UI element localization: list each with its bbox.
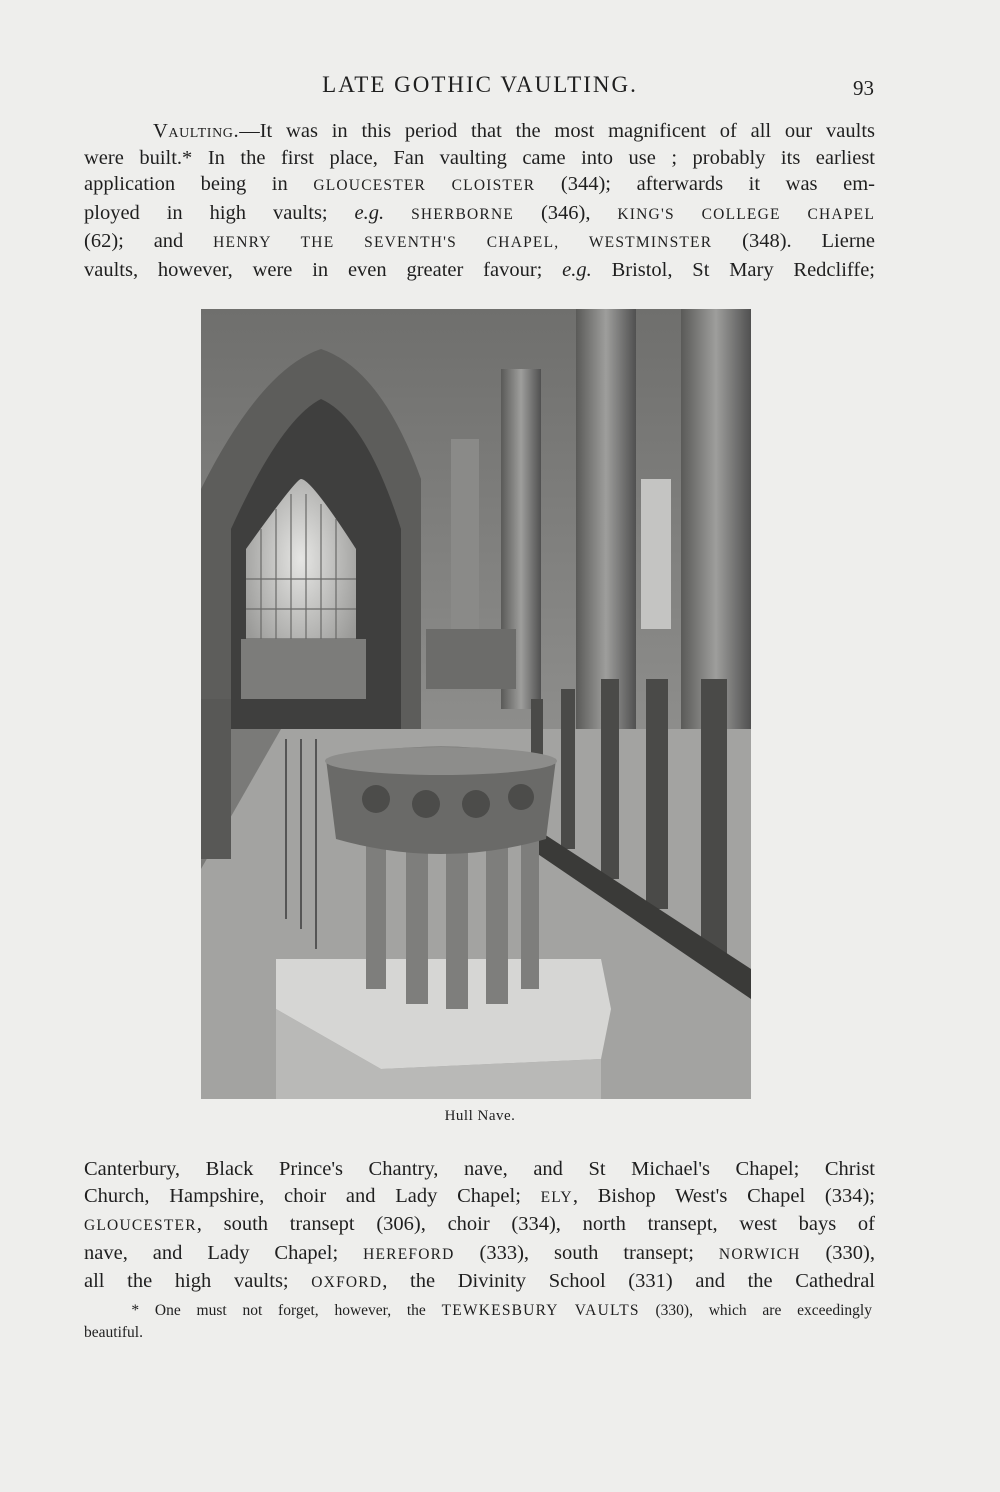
paragraph-vaulting: [84, 118, 875, 283]
page-header: [82, 72, 878, 104]
text-line: vaults, however, were in even greater favour; e.g. Bristol, St Mary Redcliffe;: [84, 258, 875, 281]
text-line: application being in GLOUCESTER CLOISTER (344); afterwards it was em-: [84, 173, 875, 195]
text-line: Church, Hampshire, choir and Lady Chapel; ELY, Bishop West's Chapel (334);: [84, 1184, 875, 1207]
text-line: Vaulting.—It was in this period that the most magnificent of all our vaults: [152, 120, 876, 142]
text-line: all the high vaults; OXFORD, the Divinity School (331) and the Cathedral: [84, 1270, 875, 1292]
place-name: ELY: [540, 1188, 573, 1206]
place-name: HENRY THE SEVENTH'S CHAPEL, WESTMINSTER: [213, 234, 713, 251]
footnote-line: * One must not forget, however, the TEWKESBURY VAULTS (330), which are exceedingly: [131, 1302, 872, 1319]
figure-caption: Hull Nave.: [444, 1108, 516, 1124]
running-title: LATE GOTHIC VAULTING.: [322, 72, 638, 97]
text-line: nave, and Lady Chapel; HEREFORD (333), south transept; NORWICH (330),: [84, 1241, 875, 1264]
footnote-line: beautiful.: [84, 1324, 143, 1341]
place-name: HEREFORD: [363, 1245, 455, 1263]
footnote: [84, 1300, 872, 1344]
place-name: TEWKESBURY VAULTS: [441, 1302, 640, 1319]
text-line: (62); and HENRY THE SEVENTH'S CHAPEL, WESTMINSTER (348). Lierne: [84, 230, 875, 252]
place-name: OXFORD: [311, 1274, 383, 1291]
place-name: GLOUCESTER CLOISTER: [313, 177, 536, 194]
place-name: GLOUCESTER: [84, 1217, 197, 1234]
page-number: 93: [853, 76, 874, 100]
place-name: NORWICH: [718, 1245, 801, 1263]
paragraph-lierne-examples: [84, 1156, 875, 1297]
place-name: SHERBORNE: [411, 205, 515, 223]
place-name: KING'S COLLEGE CHAPEL: [617, 205, 875, 223]
text-line: Canterbury, Black Prince's Chantry, nave, and St Michael's Chapel; Christ: [84, 1158, 875, 1180]
section-heading: Vaulting.: [152, 120, 240, 142]
text-line: GLOUCESTER, south transept (306), choir (334), north transept, west bays of: [84, 1213, 875, 1235]
text-line: were built.* In the first place, Fan vaulting came into use ; probably its earliest: [84, 146, 875, 169]
photograph-illustration: [201, 309, 751, 1099]
hull-nave-photograph: [201, 309, 751, 1099]
text-line: ployed in high vaults; e.g. SHERBORNE (346), KING'S COLLEGE CHAPEL: [84, 201, 875, 224]
